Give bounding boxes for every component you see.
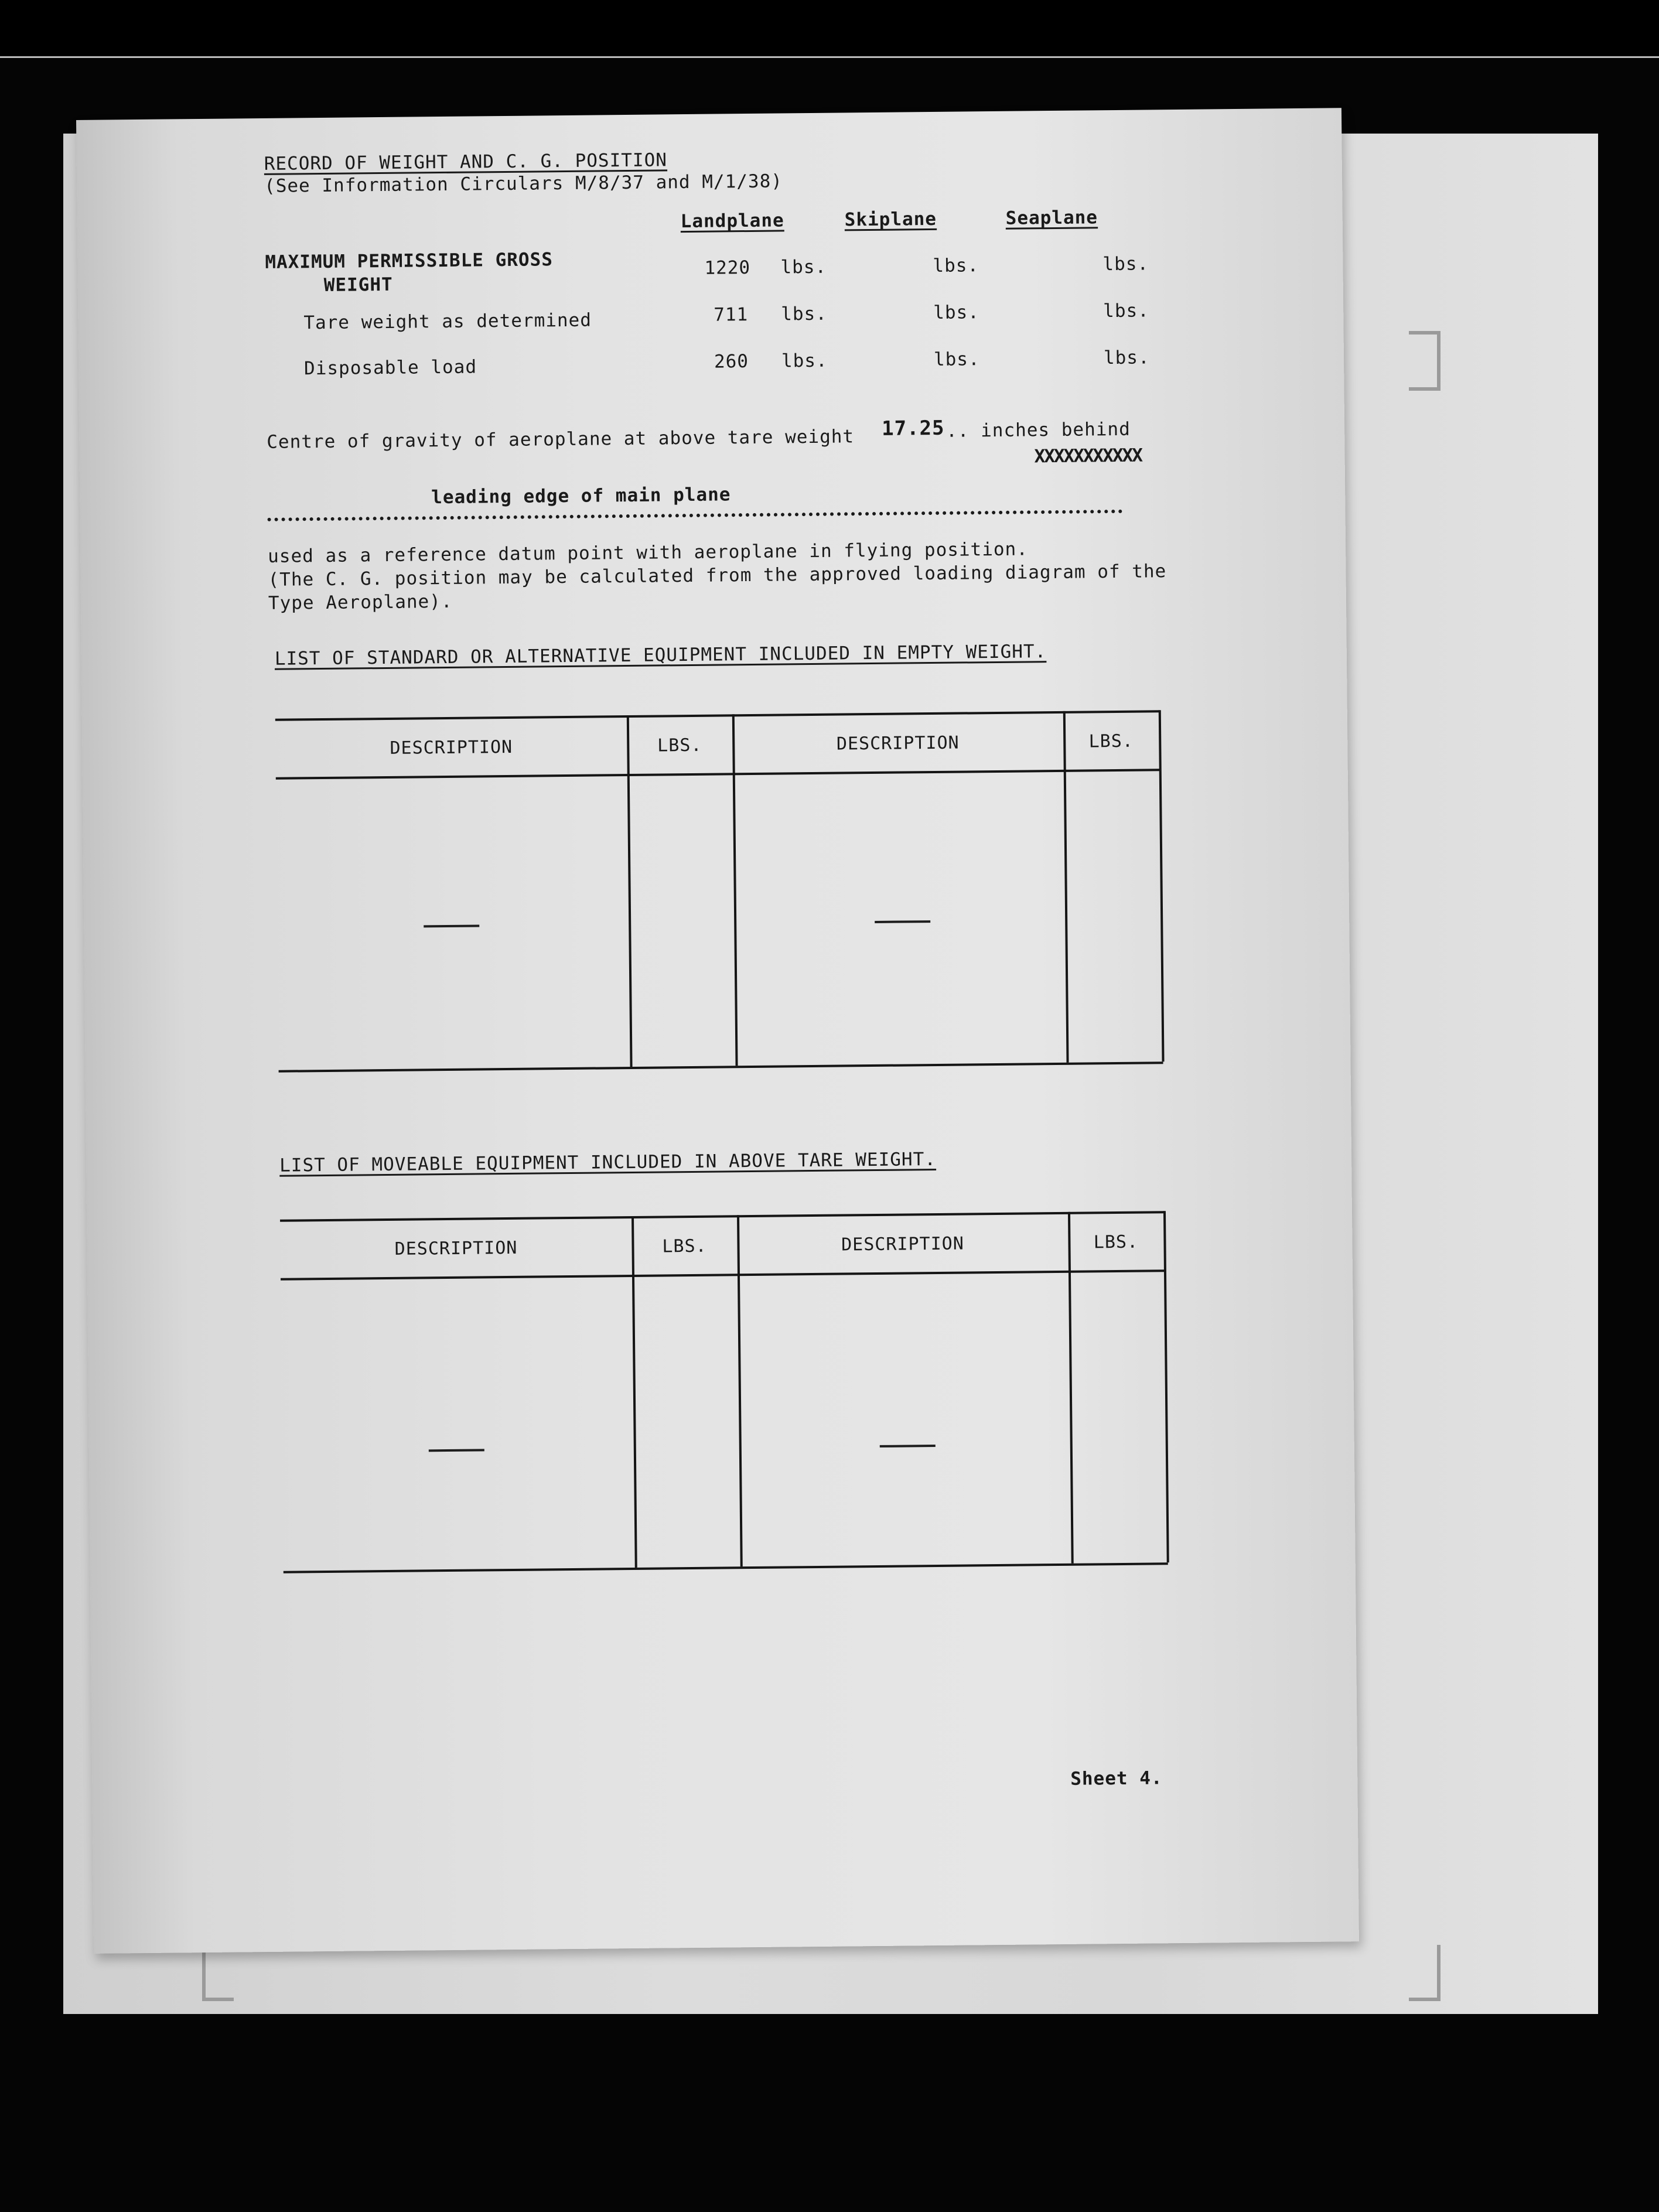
corner-mark (1409, 331, 1440, 391)
table-header-description: DESCRIPTION (841, 1233, 964, 1255)
table-rule (279, 1061, 1163, 1072)
unit: lbs. (1103, 300, 1150, 322)
table-rule (284, 1562, 1168, 1573)
moveable-equipment-heading: LIST OF MOVEABLE EQUIPMENT INCLUDED IN ABOVE TARE WEIGHT. (279, 1148, 937, 1176)
nil-dash (429, 1449, 484, 1452)
nil-dash (880, 1445, 936, 1448)
value-disposable: 260 (714, 350, 749, 373)
table-header-description: DESCRIPTION (836, 732, 960, 755)
row-label-max-weight: MAXIMUM PERMISSIBLE GROSS (265, 249, 554, 273)
column-seaplane: Seaplane (1005, 207, 1098, 229)
value-tare: 711 (714, 304, 749, 326)
table-divider (1068, 1212, 1074, 1564)
cg-value: 17.25 (881, 416, 945, 441)
nil-dash (424, 924, 479, 927)
unit: lbs. (781, 350, 828, 372)
table-header-description: DESCRIPTION (394, 1237, 518, 1259)
cg-suffix: .. inches behind (945, 418, 1131, 442)
dotted-rule (268, 510, 1123, 521)
corner-mark (1409, 1945, 1440, 2001)
cg-prefix: Centre of gravity of aeroplane at above tare weight (267, 426, 855, 453)
table-header-description: DESCRIPTION (390, 736, 513, 759)
unit: lbs. (1103, 347, 1150, 369)
table-header-lbs: LBS. (1093, 1231, 1139, 1253)
table-divider (737, 1215, 743, 1566)
table-header-lbs: LBS. (657, 735, 702, 756)
standard-equipment-heading: LIST OF STANDARD OR ALTERNATIVE EQUIPMENT INCLUDED IN EMPTY WEIGHT. (274, 641, 1047, 670)
table-rule (281, 1269, 1165, 1280)
column-skiplane: Skiplane (844, 208, 937, 231)
table-rule (276, 769, 1160, 779)
cg-reference: leading edge of main plane (431, 484, 731, 508)
row-label-tare: Tare weight as determined (303, 309, 592, 334)
cg-note-1: used as a reference datum point with aeroplane in flying position. (267, 538, 1029, 567)
table-divider (1063, 711, 1069, 1063)
film-edge-line (0, 56, 1659, 58)
table-rule (275, 710, 1160, 721)
unit: lbs. (933, 255, 979, 276)
unit: lbs. (780, 256, 827, 278)
table-divider (1159, 710, 1165, 1061)
value-max-weight: 1220 (704, 257, 751, 279)
row-label-max-weight-2: WEIGHT (323, 274, 393, 296)
sheet-number: Sheet 4. (1070, 1767, 1163, 1790)
document-title: RECORD OF WEIGHT AND C. G. POSITION (264, 149, 668, 175)
cg-note-3: Type Aeroplane). (268, 590, 453, 614)
corner-mark (202, 1945, 234, 2001)
table-header-lbs: LBS. (662, 1235, 707, 1257)
document-subtitle: (See Information Circulars M/8/37 and M/1/38) (264, 170, 783, 197)
unit: lbs. (933, 349, 980, 370)
cg-struck-text: XXXXXXXXXXX (1034, 445, 1142, 467)
table-divider (1163, 1211, 1169, 1562)
table-header-lbs: LBS. (1088, 730, 1134, 752)
table-divider (627, 715, 633, 1067)
column-landplane: Landplane (680, 210, 784, 233)
unit: lbs. (933, 302, 980, 323)
film-border (0, 0, 1659, 59)
unit: lbs. (781, 303, 828, 325)
unit: lbs. (1102, 253, 1149, 275)
document-sheet (76, 108, 1359, 1954)
table-divider (732, 714, 738, 1066)
row-label-disposable: Disposable load (303, 356, 477, 380)
nil-dash (875, 920, 930, 923)
table-divider (631, 1216, 637, 1568)
table-rule (280, 1211, 1165, 1221)
cg-note-2: (The C. G. position may be calculated from the approved loading diagram of the (268, 561, 1167, 590)
